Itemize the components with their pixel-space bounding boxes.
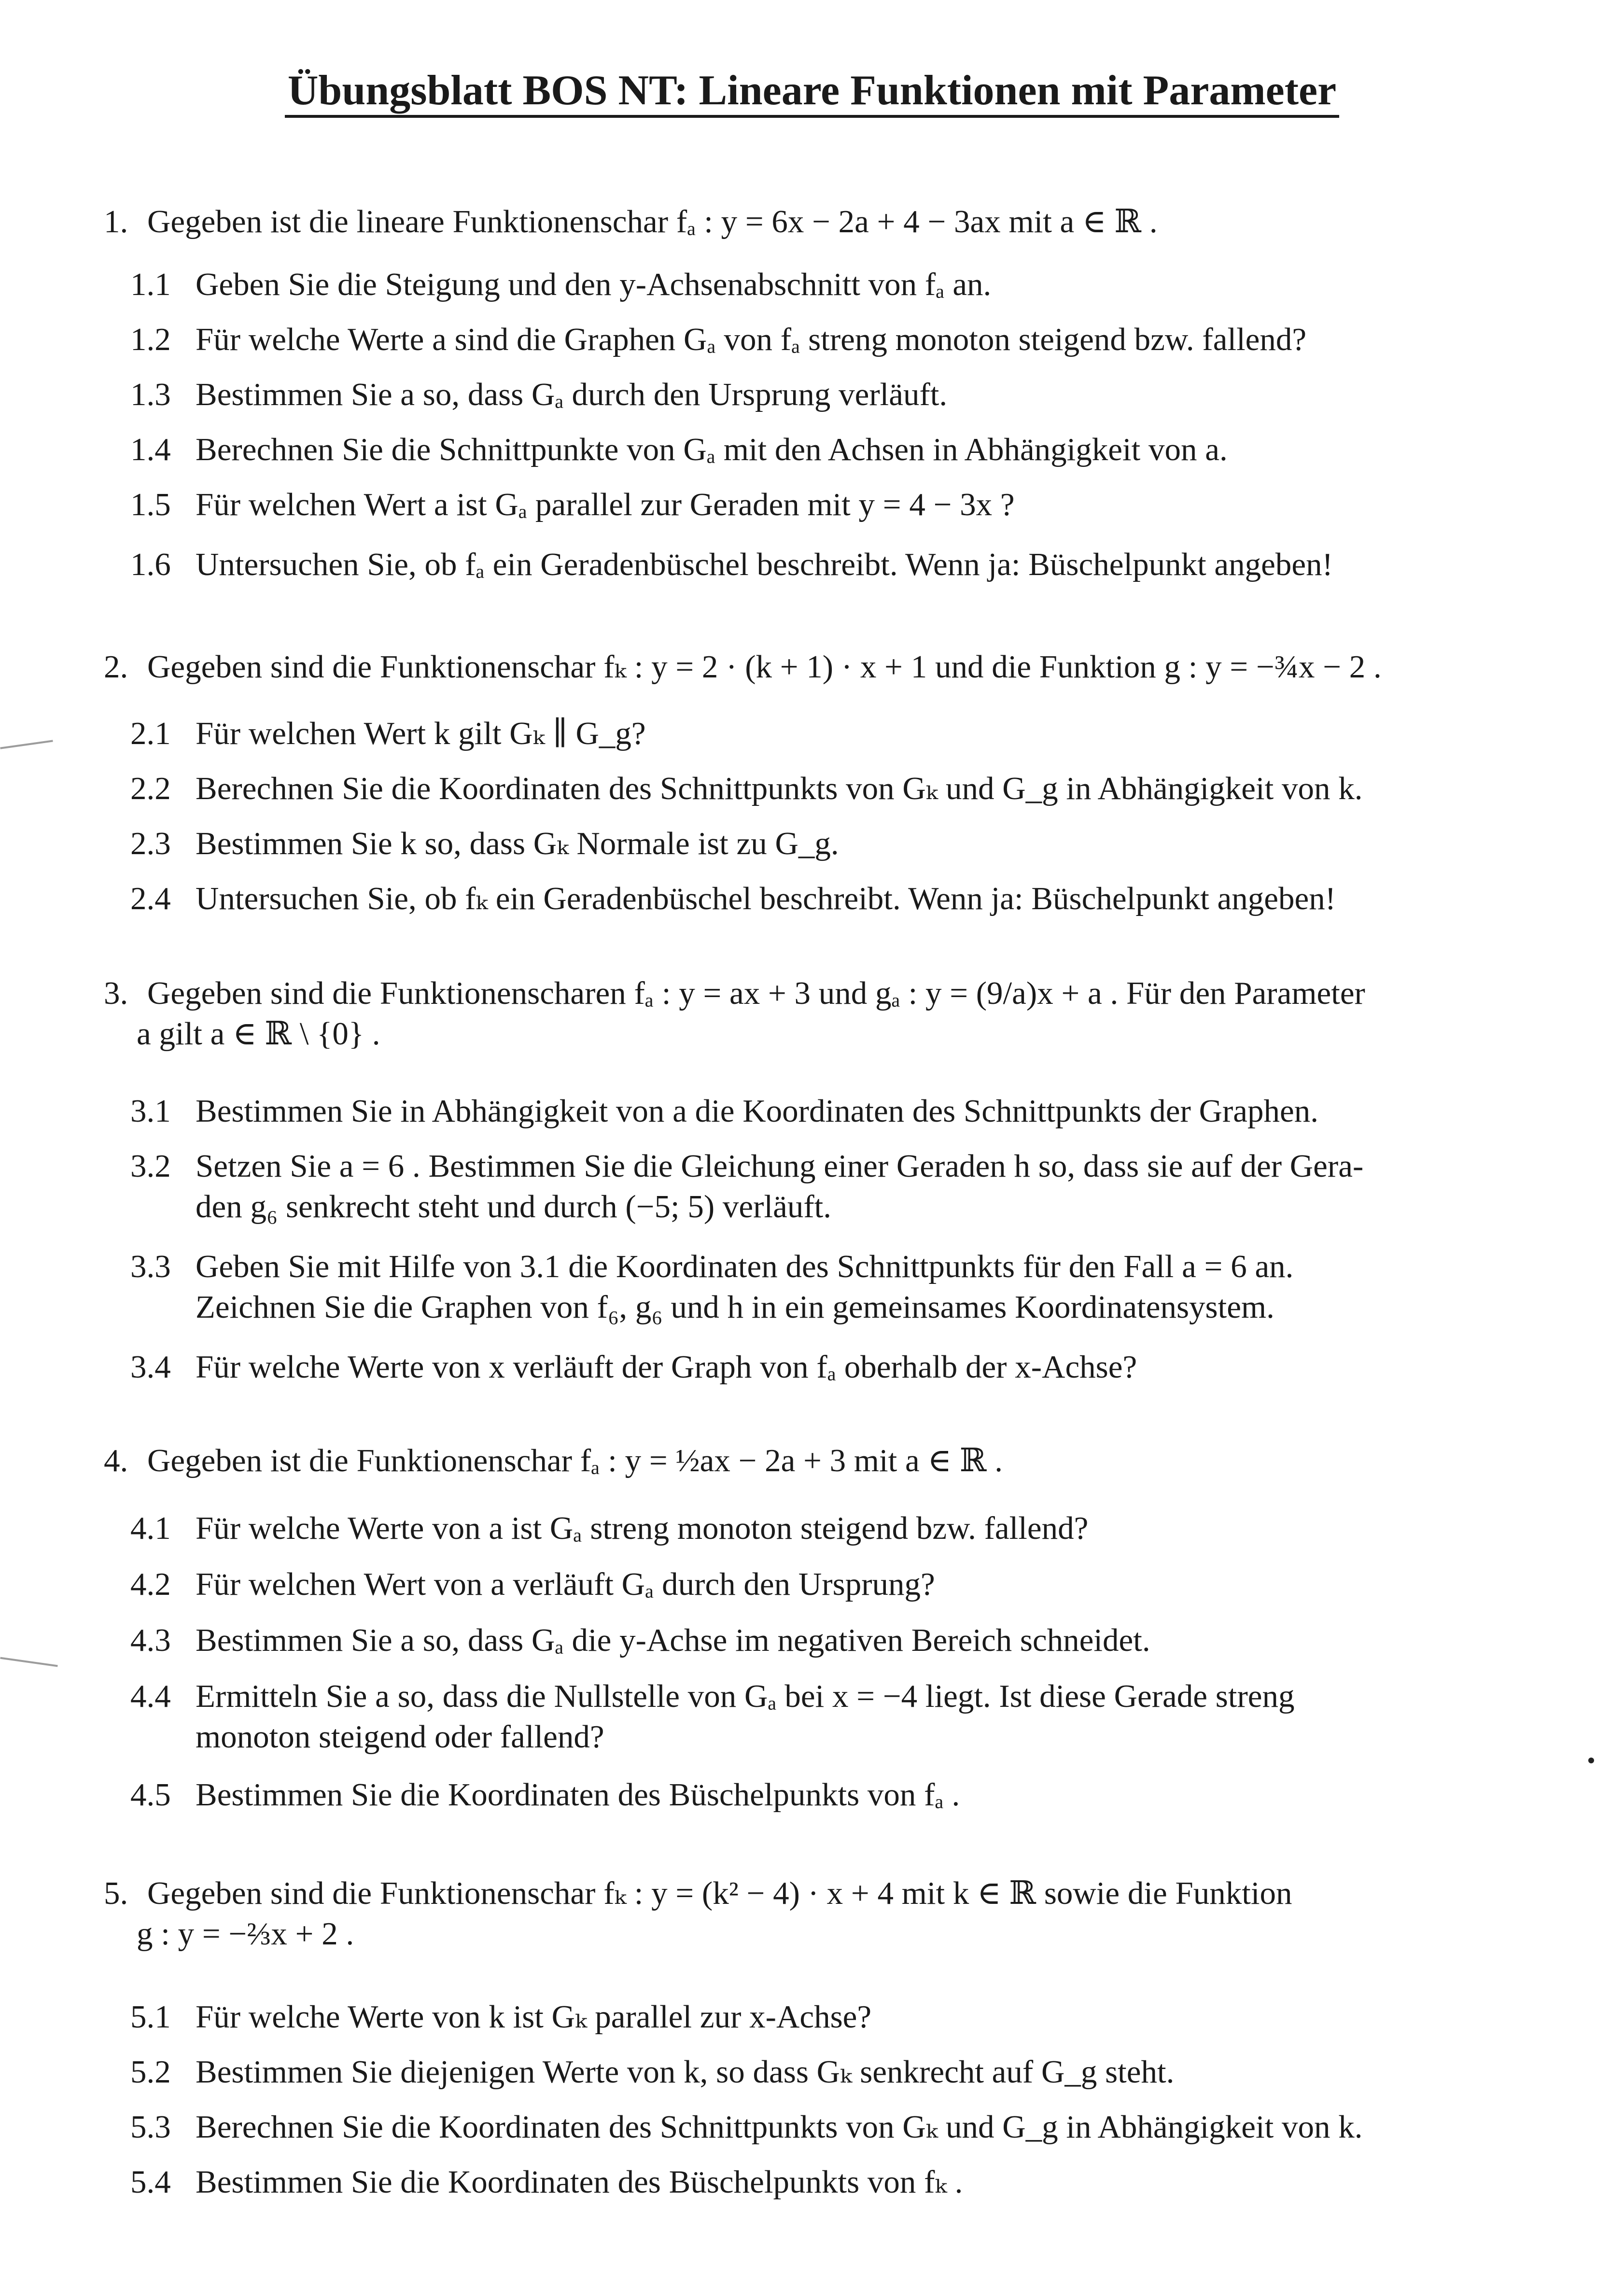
subtask-number: 2.1	[130, 716, 171, 751]
subtask-5-4	[130, 2162, 1468, 2203]
subtask-text: Bestimmen Sie die Koordinaten des Büschelpunkts von fₖ .	[196, 2164, 963, 2200]
subtask-1-3	[130, 375, 1468, 415]
task-text-continued: g : y = −⅔x + 2 .	[137, 1915, 354, 1952]
subtask-1-1	[130, 265, 1468, 305]
subtask-text: Geben Sie mit Hilfe von 3.1 die Koordinaten des Schnittpunkts für den Fall a = 6 an.	[196, 1249, 1294, 1284]
subtask-5-1	[130, 1997, 1468, 2038]
task-3	[104, 973, 1456, 1055]
subtask-number: 4.4	[130, 1678, 171, 1714]
scan-mark	[0, 1657, 57, 1667]
subtask-4-2	[130, 1564, 1468, 1605]
subtask-number: 1.4	[130, 432, 171, 467]
subtask-4-1	[130, 1508, 1468, 1549]
subtask-5-2	[130, 2052, 1468, 2093]
subtask-number: 5.1	[130, 1999, 171, 2035]
subtask-text: Geben Sie die Steigung und den y-Achsenabschnitt von fₐ an.	[196, 267, 992, 302]
subtask-number: 3.1	[130, 1093, 171, 1129]
subtask-text: Berechnen Sie die Koordinaten des Schnittpunkts von Gₖ und G_g in Abhängigkeit von k.	[196, 2109, 1363, 2145]
subtask-number: 1.2	[130, 322, 171, 357]
task-number: 4.	[104, 1443, 128, 1478]
subtask-number: 5.3	[130, 2109, 171, 2145]
task-number: 5.	[104, 1875, 128, 1911]
subtask-number: 5.4	[130, 2164, 171, 2200]
subtask-3-3	[130, 1247, 1468, 1328]
task-number: 1.	[104, 204, 128, 239]
scan-mark	[0, 740, 53, 749]
subtask-text: Setzen Sie a = 6 . Bestimmen Sie die Gleichung einer Geraden h so, dass sie auf der Gera-	[196, 1148, 1364, 1184]
subtask-3-4	[130, 1347, 1468, 1388]
subtask-number: 4.1	[130, 1510, 171, 1546]
subtask-text: Ermitteln Sie a so, dass die Nullstelle von Gₐ bei x = −4 liegt. Ist diese Gerade streng	[196, 1678, 1295, 1714]
subtask-number: 4.3	[130, 1622, 171, 1658]
subtask-1-4	[130, 430, 1468, 470]
subtask-2-1	[130, 714, 1468, 754]
task-5	[104, 1873, 1456, 1955]
subtask-text: Bestimmen Sie a so, dass Gₐ die y-Achse im negativen Bereich schneidet.	[196, 1622, 1150, 1658]
subtask-number: 1.1	[130, 267, 171, 302]
subtask-5-3	[130, 2107, 1468, 2148]
task-text: Gegeben sind die Funktionenscharen fₐ : y = ax + 3 und gₐ : y = (9/a)x + a . Für den Parameter	[147, 975, 1365, 1011]
subtask-number: 4.5	[130, 1777, 171, 1813]
subtask-text-continued: monoton steigend oder fallend?	[196, 1718, 604, 1755]
task-text: Gegeben sind die Funktionenschar fₖ : y = 2 · (k + 1) · x + 1 und die Funktion g : y = −¾x − 2 .	[147, 649, 1382, 685]
task-number: 3.	[104, 975, 128, 1011]
subtask-2-4	[130, 879, 1468, 919]
subtask-number: 1.5	[130, 487, 171, 522]
subtask-text: Für welche Werte von a ist Gₐ streng monoton steigend bzw. fallend?	[196, 1510, 1089, 1546]
subtask-number: 1.6	[130, 547, 171, 582]
task-1	[104, 202, 1456, 242]
subtask-number: 1.3	[130, 377, 171, 412]
subtask-4-4	[130, 1676, 1468, 1758]
subtask-text: Bestimmen Sie a so, dass Gₐ durch den Ursprung verläuft.	[196, 377, 948, 412]
subtask-number: 2.3	[130, 826, 171, 861]
subtask-1-2	[130, 320, 1468, 360]
subtask-text: Bestimmen Sie in Abhängigkeit von a die Koordinaten des Schnittpunkts der Graphen.	[196, 1093, 1318, 1129]
subtask-2-2	[130, 769, 1468, 809]
subtask-number: 4.2	[130, 1566, 171, 1602]
subtask-text: Bestimmen Sie diejenigen Werte von k, so dass Gₖ senkrecht auf G_g steht.	[196, 2054, 1175, 2090]
subtask-number: 3.4	[130, 1349, 171, 1385]
subtask-text-continued: Zeichnen Sie die Graphen von f₆, g₆ und h in ein gemeinsames Koordinatensystem.	[196, 1289, 1274, 1325]
subtask-number: 3.3	[130, 1249, 171, 1284]
subtask-text-continued: den g₆ senkrecht steht und durch (−5; 5) verläuft.	[196, 1188, 832, 1224]
subtask-text: Berechnen Sie die Koordinaten des Schnittpunkts von Gₖ und G_g in Abhängigkeit von k.	[196, 771, 1363, 806]
task-text: Gegeben sind die Funktionenschar fₖ : y = (k² − 4) · x + 4 mit k ∈ ℝ sowie die Funktion	[147, 1875, 1292, 1911]
subtask-number: 5.2	[130, 2054, 171, 2090]
subtask-3-2	[130, 1146, 1468, 1227]
subtask-text: Für welchen Wert a ist Gₐ parallel zur Geraden mit y = 4 − 3x ?	[196, 487, 1015, 522]
subtask-number: 2.2	[130, 771, 171, 806]
scan-dot	[1588, 1758, 1594, 1763]
subtask-text: Für welche Werte von k ist Gₖ parallel zur x-Achse?	[196, 1999, 872, 2035]
subtask-text: Bestimmen Sie die Koordinaten des Büschelpunkts von fₐ .	[196, 1777, 960, 1813]
subtask-number: 3.2	[130, 1148, 171, 1184]
task-2	[104, 647, 1456, 688]
task-4	[104, 1441, 1456, 1481]
task-number: 2.	[104, 649, 128, 685]
subtask-number: 2.4	[130, 881, 171, 916]
subtask-2-3	[130, 824, 1468, 864]
task-text: Gegeben ist die lineare Funktionenschar fₐ : y = 6x − 2a + 4 − 3ax mit a ∈ ℝ .	[147, 204, 1158, 239]
subtask-text: Untersuchen Sie, ob fₖ ein Geradenbüschel beschreibt. Wenn ja: Büschelpunkt angeben!	[196, 881, 1336, 916]
subtask-4-5	[130, 1775, 1468, 1815]
subtask-4-3	[130, 1620, 1468, 1661]
subtask-text: Für welche Werte a sind die Graphen Gₐ von fₐ streng monoton steigend bzw. fallend?	[196, 322, 1307, 357]
page-title: Übungsblatt BOS NT: Lineare Funktionen mit Parameter	[0, 68, 1624, 114]
subtask-1-6	[130, 545, 1468, 585]
subtask-3-1	[130, 1091, 1468, 1132]
subtask-text: Bestimmen Sie k so, dass Gₖ Normale ist zu G_g.	[196, 826, 839, 861]
subtask-text: Untersuchen Sie, ob fₐ ein Geradenbüschel beschreibt. Wenn ja: Büschelpunkt angeben!	[196, 547, 1333, 582]
subtask-1-5	[130, 485, 1468, 525]
subtask-text: Für welchen Wert von a verläuft Gₐ durch den Ursprung?	[196, 1566, 935, 1602]
task-text: Gegeben ist die Funktionenschar fₐ : y = ½ax − 2a + 3 mit a ∈ ℝ .	[147, 1443, 1003, 1478]
subtask-text: Für welchen Wert k gilt Gₖ ∥ G_g?	[196, 716, 646, 751]
subtask-text: Für welche Werte von x verläuft der Graph von fₐ oberhalb der x-Achse?	[196, 1349, 1137, 1385]
subtask-text: Berechnen Sie die Schnittpunkte von Gₐ mit den Achsen in Abhängigkeit von a.	[196, 432, 1228, 467]
task-text-continued: a gilt a ∈ ℝ \ {0} .	[137, 1015, 380, 1052]
